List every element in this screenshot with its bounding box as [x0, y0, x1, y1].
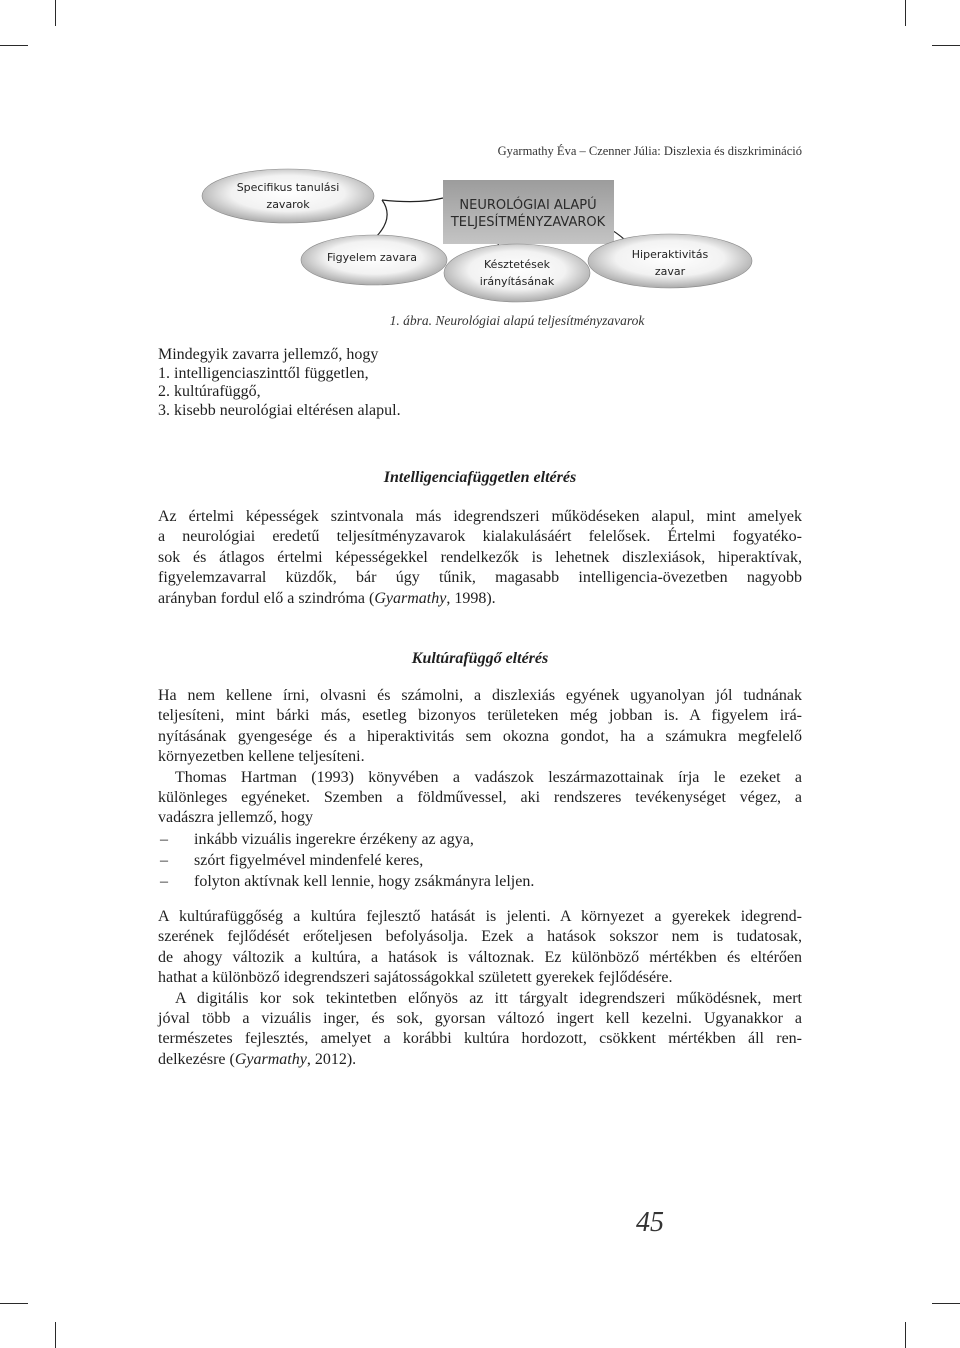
text-line: delkezésre (Gyarmathy, 2012). [158, 1050, 357, 1068]
connector-line [375, 200, 387, 238]
text-line: sok és átlagos értelmi képességekkel rendelkezők is lehetnek diszlexiások, hiperaktívak, [158, 548, 802, 566]
paragraph [158, 686, 802, 829]
intro-item: 1. intelligenciaszinttől független, [158, 364, 369, 382]
text-line: vadászra jellemző, hogy [158, 809, 314, 827]
connector-line [382, 198, 443, 202]
crop-mark [55, 1322, 56, 1348]
text-line: arányban fordul elő a szindróma (Gyarmathy, 1998). [158, 589, 496, 607]
crop-mark [0, 45, 28, 46]
svg-text:irányításának: irányításának [479, 275, 555, 288]
svg-text:Figyelem zavara: Figyelem zavara [327, 251, 417, 264]
svg-text:Késztetések: Késztetések [484, 258, 550, 271]
text-line: különleges egyéneket. Szemben a földművessel, aki rendszeres tevékenységet végez, a [158, 788, 802, 806]
center-box-label: NEUROLÓGIAI ALAPÚ [459, 198, 597, 213]
oval-specific-learning [202, 169, 374, 223]
text-line: jóval több a vizuális inger, és sok, gyorsan változó ingert kell kezelni. Ugyanakkor a [158, 1009, 802, 1027]
center-box-label: TELJESÍTMÉNYZAVAROK [450, 215, 606, 230]
oval-impulse [444, 244, 590, 302]
crop-mark [905, 0, 906, 26]
crop-mark [932, 45, 960, 46]
bullet-list [158, 829, 534, 892]
text-line: Ha nem kellene írni, olvasni és számolni, a diszlexiás egyének ugyanolyan jól tudnának [158, 687, 802, 704]
svg-text:zavar: zavar [654, 265, 686, 278]
svg-text:Specifikus tanulási: Specifikus tanulási [236, 181, 340, 194]
text-line: a neurológiai eredetű teljesítményzavarok kialakulásáért felelősek. Értelmi fogyatéko- [158, 528, 802, 546]
text-line: teljesíteni, mint bárki más, esetleg bizonyos területeken még jobban is. A figyelem irá- [158, 707, 802, 725]
text-line: Thomas Hartman (1993) könyvében a vadászok leszármazottainak írja le ezeket a [175, 768, 802, 786]
intro-list [158, 346, 401, 420]
text-line: természetes fejlesztés, amelyet a korábbi kultúra hordozott, csökkent mértékben áll ren- [158, 1030, 802, 1048]
list-item: – folyton aktívnak kell lennie, hogy zsákmányra leljen. [160, 873, 535, 890]
crop-mark [932, 1303, 960, 1304]
oval-hyperactivity [588, 234, 752, 288]
crop-mark [0, 1303, 28, 1304]
intro-line: Mindegyik zavarra jellemző, hogy [158, 346, 379, 363]
section-heading: Intelligenciafüggetlen eltérés [383, 469, 577, 486]
page-number: 45 [636, 1207, 664, 1238]
text-line: nyításának gyengesége és a hiperaktivitás sem okozna gondot, ha a számukra megfelelő [158, 727, 802, 745]
crop-mark [905, 1322, 906, 1348]
list-item: – szórt figyelmével mindenfelé keres, [160, 852, 424, 869]
paragraph [158, 507, 802, 609]
intro-item: 3. kisebb neurológiai eltérésen alapul. [158, 401, 401, 419]
svg-text:Hiperaktivitás: Hiperaktivitás [631, 248, 709, 261]
paragraph [158, 907, 802, 1070]
text-line: de ahogy változik a kultúra, a hatások is változnak. Ez különböző mértékben és eltérően [158, 948, 802, 966]
text-line: szerének fejlődését erőteljesen befolyásolja. Ezek a hatások sokszor nem is tudatosak, [158, 928, 802, 946]
crop-mark [55, 0, 56, 26]
intro-item: 2. kultúrafüggő, [158, 383, 261, 400]
svg-text:zavarok: zavarok [266, 198, 310, 211]
text-line: környezetben kellene teljesíteni. [158, 748, 365, 766]
figure-caption: 1. ábra. Neurológiai alapú teljesítményzavarok [389, 313, 645, 328]
text-line: hathat a különböző idegrendszeri sajátosságokkal született gyerekek fejlődésére. [158, 969, 673, 987]
running-head: Gyarmathy Éva – Czenner Júlia: Diszlexia és diszkrimináció [497, 144, 802, 158]
text-line: A digitális kor sok tekintetben előnyös az itt tárgyalt idegrendszeri működésnek, mert [175, 989, 802, 1007]
figure-diagram [200, 168, 760, 310]
text-line: A kultúrafüggőség a kultúra fejlesztő hatását is jelenti. A környezet a gyerekek idegrend- [158, 908, 802, 925]
list-item: – inkább vizuális ingerekre érzékeny az agya, [160, 831, 474, 848]
text-line: Az értelmi képességek szintvonala más idegrendszeri működéseken alapul, mint amelyek [158, 508, 802, 525]
text-line: figyelemzavarral küzdők, bár úgy tűnik, magasabb intelligencia-övezetben nagyobb [158, 569, 802, 587]
section-heading: Kultúrafüggő eltérés [411, 650, 549, 667]
